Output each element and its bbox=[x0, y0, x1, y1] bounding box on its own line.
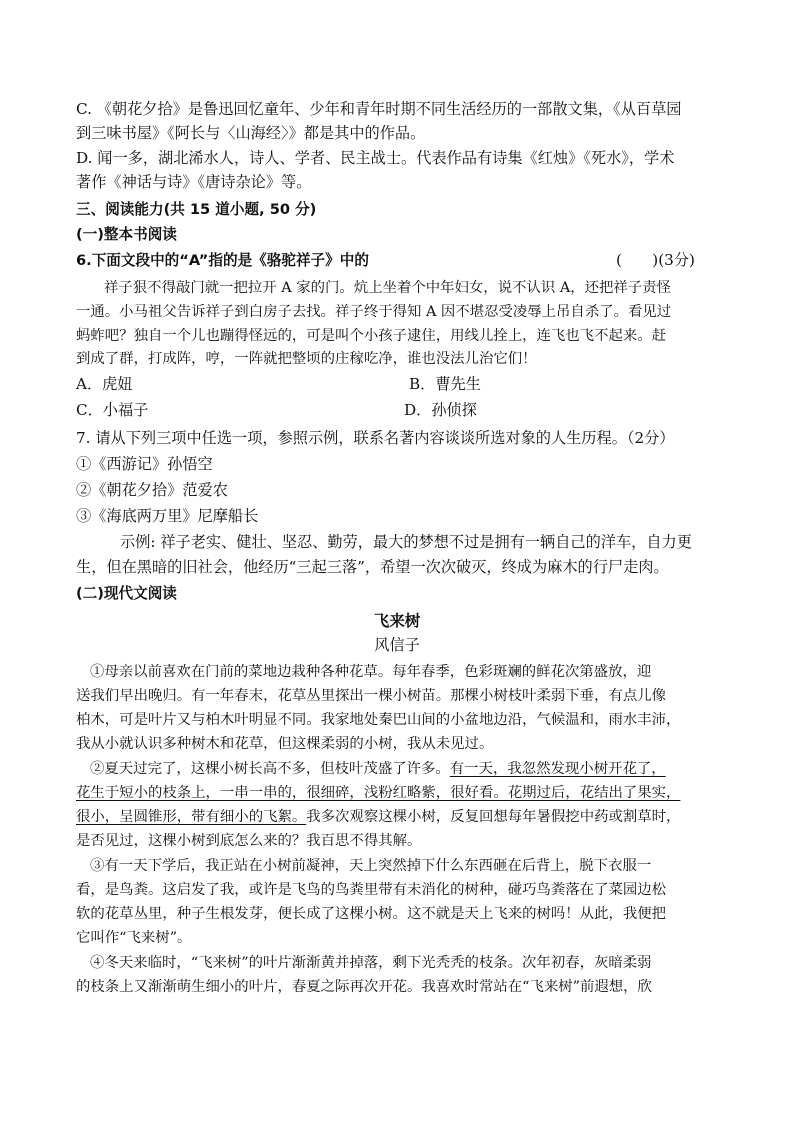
article-p1-line-2: 送我们早出晚归。有一年春末，花草丛里探出一棵小树苗。那棵小树枝叶柔弱下垂，有点儿像 bbox=[76, 688, 667, 704]
article-p2-underlined-1: 有一天，我忽然发现小树开花了， bbox=[449, 761, 666, 777]
article-p1-line-4: 我从小就认识多种树木和花草，但这棵柔弱的小树，我从未见过。 bbox=[76, 736, 494, 752]
q6-option-c[interactable]: C．小福子 bbox=[76, 401, 149, 419]
article-p2-line-3b: 我多次观察这棵小树，反复回想每年暑假挖中药或割草时， bbox=[306, 809, 681, 825]
section-heading: 三、阅读能力(共 15 道小题, 50 分) bbox=[76, 201, 317, 218]
article-p2-line-2 bbox=[76, 781, 680, 802]
q6-option-d[interactable]: D．孙侦探 bbox=[404, 401, 477, 419]
article-p2-line-4: 是否见过，这棵小树到底怎么来的？我百思不得其解。 bbox=[76, 833, 422, 849]
article-p1-line-3: 柏木，可是叶片又与柏木叶明显不同。我家地处秦巴山间的小盆地边沿，气候温和，雨水丰沛， bbox=[76, 712, 681, 728]
article-p2-line-1 bbox=[90, 757, 666, 778]
q7-item-1: ①《西游记》孙悟空 bbox=[76, 455, 213, 473]
q6-option-b[interactable]: B．曹先生 bbox=[409, 375, 481, 393]
q6-passage-line-4: 到成了群，打成阵，哼，一阵就把整顷的庄稼吃净，谁也没法儿治它们！ bbox=[76, 351, 537, 367]
article-p1-line-1: ①母亲以前喜欢在门前的菜地边栽种各种花草。每年春季，色彩斑斓的鲜花次第盛放，迎 bbox=[90, 664, 652, 680]
option-d-line-1: D. 闻一多，湖北浠水人，诗人、学者、民主战士。代表作品有诗集《红烛》《死水》，学术 bbox=[76, 149, 675, 167]
article-p3-line-2: 看，是鸟粪。这启发了我，或许是飞鸟的鸟粪里带有未消化的树种，碰巧鸟粪落在了菜园边松 bbox=[76, 882, 667, 898]
article-p3-line-3: 软的花草丛里，种子生根发芽，便长成了这棵小树。这不就是天上飞来的树吗！从此，我便把 bbox=[76, 906, 667, 922]
option-c-line-2: 到三味书屋》《阿长与〈山海经〉》都是其中的作品。 bbox=[76, 124, 426, 142]
option-d-line-2: 著作《神话与诗》《唐诗杂论》等。 bbox=[76, 173, 312, 191]
article-p4-line-2: 的枝条上又渐渐萌生细小的叶片，春夏之际再次开花。我喜欢时常站在“飞来树”前遐想，欣 bbox=[76, 979, 652, 995]
q7-item-3: ③《海底两万里》尼摩船长 bbox=[76, 507, 259, 525]
q7-stem: 7. 请从下列三项中任选一项，参照示例，联系名著内容谈谈所选对象的人生历程。（2分） bbox=[76, 429, 675, 447]
article-p4-line-1: ④冬天来临时，“飞来树”的叶片渐渐黄并掉落，剩下光秃秃的枝条。次年初春，灰暗柔弱 bbox=[90, 955, 652, 971]
article-p3-line-1: ③有一天下学后，我正站在小树前凝神，天上突然掉下什么东西砸在后背上，脱下衣服一 bbox=[90, 858, 652, 874]
article-p2-line-3 bbox=[76, 805, 680, 826]
article-author: 风信子 bbox=[374, 636, 420, 654]
q7-example-line-2: 生，但在黑暗的旧社会，他经历“三起三落”，希望一次次破灭，终成为麻木的行尸走肉。 bbox=[76, 558, 669, 576]
option-c-line-1: C. 《朝花夕拾》是鲁迅回忆童年、少年和青年时期不同生活经历的一部散文集，《从百草园 bbox=[76, 100, 682, 118]
q6-passage-line-2: 一通。小马祖父告诉祥子到白房子去找。祥子终于得知 A 因不堪忍受凌辱上吊自杀了。看见过 bbox=[76, 304, 672, 320]
article-p3-line-4: 它叫作“飞来树”。 bbox=[76, 930, 192, 946]
q6-blank[interactable]: ( )(3分) bbox=[616, 251, 695, 269]
part2-heading: (二)现代文阅读 bbox=[76, 585, 177, 602]
article-p2-underlined-2: 花生于短小的枝条上，一串一串的，很细碎，浅粉红略紫，很好看。 bbox=[76, 785, 508, 801]
q6-option-a[interactable]: A．虎妞 bbox=[76, 375, 133, 393]
article-title: 飞来树 bbox=[373, 612, 421, 630]
article-p2-underlined-2b: 花期过后，花结出了果实， bbox=[507, 785, 681, 801]
q7-example-line-1: 示例: 祥子老实、健壮、坚忍、勤劳，最大的梦想不过是拥有一辆自己的洋车，自力更 bbox=[120, 533, 692, 551]
article-p2-underlined-3: 很小，呈圆锥形，带有细小的飞絮。 bbox=[76, 809, 307, 825]
q6-passage-line-3: 蚂蚱吧？独自一个儿也蹦得怪远的，可是叫个小孩子逮住，用线儿拴上，连飞也飞不起来。赶 bbox=[76, 328, 667, 344]
part1-heading: (一)整本书阅读 bbox=[76, 226, 177, 243]
article-p2-line-1a: ②夏天过完了，这棵小树长高不多，但枝叶茂盛了许多。 bbox=[90, 761, 450, 777]
q7-item-2: ②《朝花夕拾》范爱农 bbox=[76, 481, 228, 499]
q6-stem: 6.下面文段中的“A”指的是《骆驼祥子》中的 bbox=[76, 252, 369, 269]
q6-passage-line-1: 祥子狠不得敲门就一把拉开 A 家的门。炕上坐着个中年妇女，说不认识 A，还把祥子责怪 bbox=[104, 280, 671, 296]
